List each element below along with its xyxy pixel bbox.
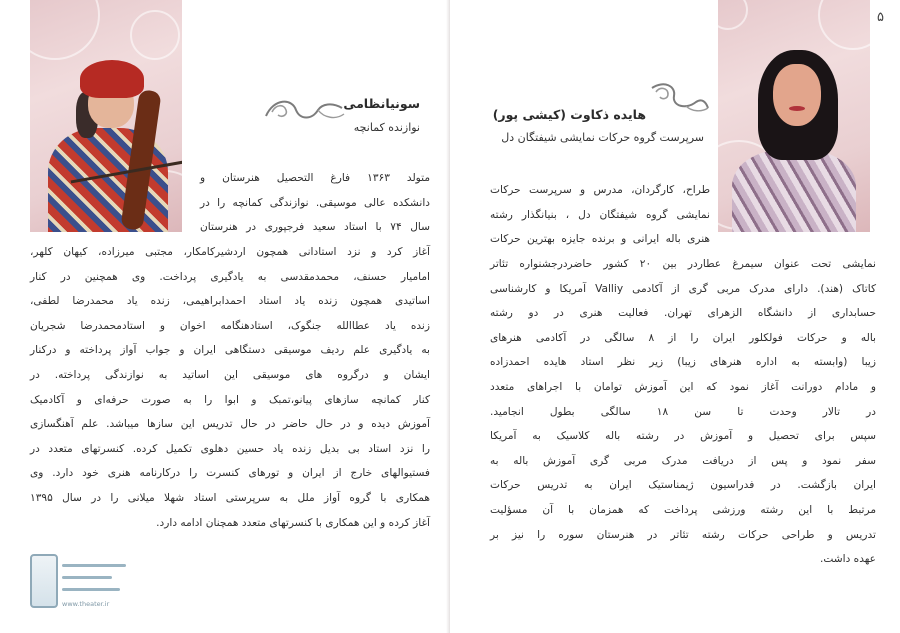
bio-line: طراح، کارگردان، مدرس و سرپرست حرکات (490, 184, 710, 196)
bio-line: زنده یاد عطاالله جنگوک، استادهنگامه اخوان و استادمحمدرضا شجریان (30, 319, 430, 332)
bio-line: کاتاک (هند). دارای مدرک مربی گری از آکادمی Valliy آمریکا و کارشناسی (490, 282, 876, 295)
bio-line: کنار کمانچه سازهای پیانو،تمبک و ابوا را به صورت حرفه‌ای و آکادمیک (30, 393, 430, 406)
director-bio (490, 252, 876, 572)
bio-line: مرتبط با این رشته ورزشی پرداخت که همزمان با آن مسؤلیت (490, 503, 876, 516)
bio-line: و مادام دورانت آغاز نمود که این آموزش توامان با اجراهای متعدد (490, 380, 876, 393)
bio-line: به یادگیری علم ردیف موسیقی دستگاهی ایران و جواب آواز پرداخته و درکنار (30, 344, 430, 357)
watermark-url: www.theater.ir (62, 600, 110, 608)
bio-line: سفر نمود و پس از دریافت مدرک مربی گری آموزش باله به (490, 454, 876, 467)
bio-line: زیبا (وابسته به اداره هنرهای زیبا) زیر نظر استاد هایده احمدزاده (490, 356, 876, 369)
ornament-flourish-left (262, 96, 346, 124)
bio-line: ایشان و درگروه های موسیقی این اساتید به نوازندگی پرداخته. در (30, 368, 430, 381)
bio-line: تدریس و طراحی حرکات رشته تئاتر در هنرستان سوره را نیز بر (490, 528, 876, 541)
bio-line: متولد ۱۳۶۳ فارغ التحصیل هنرستان و (200, 172, 431, 184)
ornament-flourish-right (646, 80, 712, 114)
bio-line: دانشکده عالی موسیقی. نوازندگی کمانچه را در (200, 196, 430, 209)
director-bio-top (490, 178, 710, 252)
musician-photo (30, 0, 182, 232)
bio-line: امامیار حسنف، محمدمقدسی به یادگیری پرداخت. وی همچنین در کنار (30, 270, 430, 283)
musician-role: نوازنده کمانچه (353, 121, 420, 134)
musician-bio (30, 240, 430, 535)
right-page (450, 0, 900, 633)
musician-bio-top (200, 166, 430, 240)
bio-line: باله و حرکات فولکلور ایران را از ۸ سالگی در آکادمی هنرهای (490, 331, 876, 344)
theater-mask-icon (30, 554, 58, 608)
bio-line: عهده داشت. (820, 553, 876, 566)
bio-line: آغاز کرده و این همکاری با کنسرتهای متعدد همچنان ادامه دارد. (156, 516, 430, 529)
bio-line: در تالار وحدت تا سن ۱۸ سالگی بطول انجامید. (490, 405, 876, 418)
director-role: سرپرست گروه حرکات نمایشی شیفتگان دل (501, 131, 704, 144)
iran-theater-watermark-logo (22, 552, 132, 614)
bio-line: را نزد استاد بی بدیل زنده یاد حسین دهلوی تکمیل کرده. کنسرتهای متعدد در (30, 442, 430, 455)
bio-line: سال ۷۴ با استاد سعید فرجپوری در هنرستان (200, 221, 430, 234)
bio-line: آموزش دیده و در حال حاضر در حال تدریس این سازها میباشد. علم آهنگسازی (30, 418, 430, 431)
bio-line: هنری باله ایرانی و برنده جایزه بهترین حرکات (490, 233, 710, 246)
bio-line: اساتیدی همچون زنده یاد استاد احمدابراهیمی، زنده یاد محمدرضا لطفی، (30, 295, 430, 308)
bio-line: حسابداری از دانشگاه الزهرای تهران. فعالیت هنری در دو رشته (490, 307, 876, 320)
page-number: ۵ (877, 10, 884, 25)
bio-line: همکاری با گروه آواز ملل به سرپرستی استاد شهلا میلانی را در سال ۱۳۹۵ (30, 491, 430, 504)
bio-line: فستیوالهای خارج از ایران و تورهای کنسرت را درکارنامه هنری خود دارد. وی (30, 467, 430, 480)
bio-line: ایران بازگشت. در فدراسیون ژیمناستیک ایران به تدریس حرکات (490, 479, 876, 492)
musician-name: سونیانظامی (343, 96, 420, 111)
director-name: هایده ذکاوت (کیشی پور) (492, 107, 646, 122)
bio-line: آغاز کرد و نزد استادانی همچون اردشیرکامکار، مجتبی میرزاده، کیهان کلهر، (30, 246, 430, 258)
bio-line: سپس برای تحصیل و آموزش در رشته باله کلاسیک به آمریکا (490, 430, 876, 443)
bio-line: نمایشی گروه شیفتگان دل ، بنیانگذار رشته (490, 208, 710, 221)
bio-line: نمایشی تحت عنوان سیمرغ عطاردر بین ۲۰ کشور حاضردرجشنواره تئاتر (490, 258, 876, 270)
director-photo (718, 0, 870, 232)
